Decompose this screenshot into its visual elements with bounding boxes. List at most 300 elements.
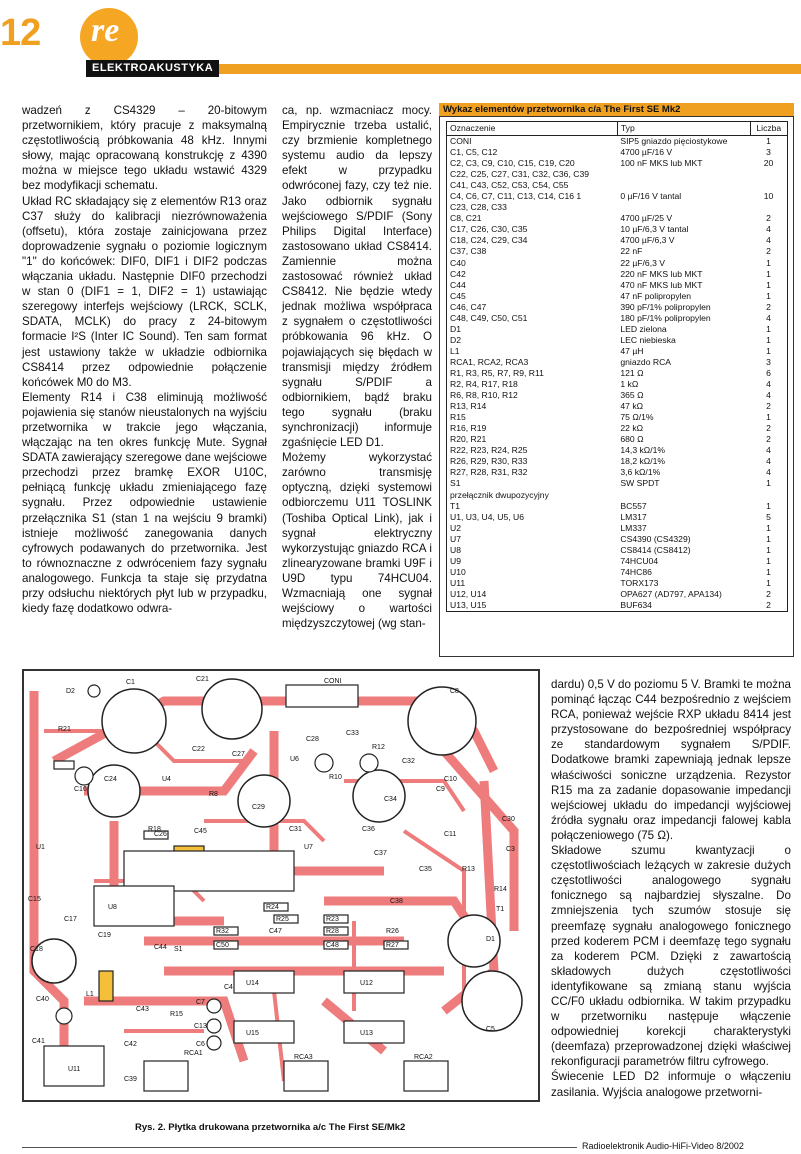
table-cell: U10 (450, 566, 466, 577)
pcb-trace (34, 691, 64, 1061)
pcb-label: C17 (64, 916, 77, 923)
table-row (447, 302, 788, 313)
table-cell: TORX173 (620, 577, 659, 588)
pcb-label: R13 (462, 866, 475, 873)
table-cell: 4700 µF/6,3 V (620, 235, 675, 246)
paragraph: Możemy wykorzystać zarówno transmisję optyczną, dzięki systemowi odbiorczemu U11 TOSLINK (Toshiba Optical Link), jak i sygnał elektryczny wykorzystując gniazdo RCA i zlinearyzowane bramki U9F i U9D typu 74HCU04. Wzmacniają one sygnał wejściowy o wartości międzyszczytowej (wg stan- (282, 451, 432, 631)
table-cell: BC557 (620, 500, 647, 511)
pcb-label: C35 (419, 866, 432, 873)
pcb-label: L1 (86, 991, 94, 998)
table-row (447, 556, 788, 567)
switch-s1 (99, 971, 113, 1001)
table-cell: C22, C25, C27, C31, C32, C36, C39 (450, 169, 590, 180)
logo-text: re (91, 12, 120, 49)
table-cell: 3,6 kΩ/1% (620, 467, 661, 478)
table-row (447, 313, 788, 324)
table-cell: D2 (450, 334, 461, 345)
resistor (54, 761, 74, 769)
table-row (447, 136, 788, 148)
footer-rule (22, 1147, 577, 1148)
table-cell: R15 (450, 412, 466, 423)
table-row (447, 346, 788, 357)
pcb-label: C41 (32, 1038, 45, 1045)
table-row (447, 456, 788, 467)
table-row (447, 534, 788, 545)
table-cell: 47 kΩ (620, 401, 644, 412)
chip-u8 (94, 886, 174, 926)
pcb-label: C39 (124, 1076, 137, 1083)
table-row (447, 258, 788, 269)
table-cell: SW SPDT (620, 478, 660, 489)
capacitor-c34 (353, 770, 405, 822)
table-cell: C17, C26, C30, C35 (450, 224, 528, 235)
parts-table-title: Wykaz elementów przetwornika c/a The First SE Mk2 (439, 103, 794, 116)
pcb-label: C43 (136, 1006, 149, 1013)
chip-u13 (344, 1021, 404, 1043)
table-cell: 180 pF/1% polipropylen (620, 312, 711, 323)
pcb-label: D2 (66, 688, 75, 695)
pcb-label: U6 (290, 756, 299, 763)
table-row (447, 280, 788, 291)
capacitor-c24 (88, 765, 140, 817)
table-cell: R2, R4, R17, R18 (450, 379, 518, 390)
table-row (447, 567, 788, 578)
table-row (447, 578, 788, 589)
table-cell (617, 180, 750, 191)
table-cell: SIP5 gniazdo pięciostykowe (620, 136, 728, 146)
pcb-label: R24 (266, 904, 279, 911)
table-cell: 22 µF/6,3 V (620, 257, 665, 268)
pcb-label: CONI (324, 678, 342, 685)
table-row (447, 478, 788, 489)
paragraph: ca, np. wzmacniacz mocy. Empirycznie trzeba ustalić, czy brzmienie kompletnego systemu audio da lepszy efekt w przypadku odwróconej fazy, czy też nie. Jako odbiornik sygnału wejściowego S/PDIF (Sony Philips Digital Interface) zastosowano układ CS8414. Zamiennie można zastosować również układ CS8412. Nie będzie wtedy jednak możliwa współpraca z sygnałem o częstotliwości próbkowania 96 kHz. O pojawiających się błędach w transmisji między źródłem sygnału S/PDIF a odbiornikiem, bądź braku tego sygnału (braku synchronizacji) informuje zgaśnięcie LED D1. (282, 104, 432, 450)
pcb-label: R26 (386, 928, 399, 935)
pcb-label: S1 (174, 946, 183, 953)
table-cell: C40 (450, 257, 466, 268)
table-cell (750, 169, 787, 180)
connector-coni (286, 685, 358, 707)
table-cell (617, 169, 750, 180)
figure-caption: Rys. 2. Płytka drukowana przetwornika a/c The First SE/Mk2 (135, 1122, 406, 1133)
pcb-label: C45 (194, 828, 207, 835)
table-cell: 6 (766, 367, 771, 378)
table-cell: gniazdo RCA (620, 356, 672, 367)
pcb-label: RCA3 (294, 1054, 313, 1061)
paragraph: Składowe szumu kwantyzacji o częstotliwościach leżących w zakresie dużych częstotliwości analogowego sygnału fonicznego są najbardziej słyszalne. Do zmniejszenia tych szumów stosuje się preemfazę sygnału analogowego fonicznego przed koderem PCM i deemfazę tego sygnału za koderem PCM. Dzięki z zawartością składowych dużych częstotliwości identyfikowane są zmianą stanu wyjścia CC/F0 układu odbiornika. W takim przypadku w przetworniku następuje włączenie odpowiedniej korekcji charakterystyki (deemfaza) przeprowadzonej dzięki właściwej rekonfiguracji parametrów filtru cyfrowego. (551, 844, 791, 1069)
column-header: Liczba (750, 122, 787, 136)
table-cell: przełącznik dwupozycyjny (450, 489, 549, 500)
table-cell: 2 (766, 588, 771, 599)
pcb-label: C5 (486, 1026, 495, 1033)
paragraph: wadzeń z CS4329 – 20-bitowym przetwornikiem, który pracuje z maksymalną częstotliwością próbkowania 48 kHz. Innymi słowy, mając opracowaną konstrukcję z 4390 można w miejsce tego układu wstawić 4329 bez modyfikacji schematu. (22, 104, 267, 193)
table-cell: LM317 (620, 511, 647, 522)
jack-rca2 (404, 1061, 448, 1091)
table-cell: 1 (766, 345, 771, 356)
table-row (447, 147, 788, 158)
table-cell: 10 µF/6,3 V tantal (620, 224, 689, 235)
capacitor-c40 (56, 1008, 72, 1024)
table-cell: U2 (450, 522, 461, 533)
table-cell: U1, U3, U4, U5, U6 (450, 511, 525, 522)
footer-text: Radioelektronik Audio-HiFi-Video 8/2002 (582, 1141, 744, 1151)
table-cell: CS8414 (CS8412) (620, 544, 691, 555)
table-cell: 1 (766, 500, 771, 511)
table-cell: 1 (766, 577, 771, 588)
parts-table-body (447, 136, 788, 612)
table-row (447, 401, 788, 412)
table-cell: RCA1, RCA2, RCA3 (450, 356, 529, 367)
table-cell: D1 (450, 323, 461, 334)
table-cell: 75 Ω/1% (620, 412, 654, 423)
section-label: ELEKTROAKUSTYKA (86, 60, 219, 77)
table-cell: 14,3 kΩ/1% (620, 445, 666, 456)
pcb-label: C24 (104, 776, 117, 783)
chip-u14 (234, 971, 294, 993)
table-cell: 1 (766, 478, 771, 489)
table-cell: C8, C21 (450, 213, 482, 224)
pcb-label: C42 (124, 1041, 137, 1048)
column-header: Typ (617, 122, 750, 136)
table-cell: 20 (763, 158, 774, 169)
table-cell: 10 (763, 191, 774, 202)
table-cell: 5 (766, 511, 771, 522)
table-cell: 4 (766, 467, 771, 478)
pcb-label: C27 (232, 751, 245, 758)
table-row (447, 269, 788, 280)
table-cell: LM337 (620, 522, 647, 533)
table-row (447, 180, 788, 191)
capacitor-c16 (75, 767, 93, 785)
table-row (447, 158, 788, 169)
table-row (447, 434, 788, 445)
capacitor (360, 754, 378, 772)
pcb-label: C40 (36, 996, 49, 1003)
table-cell: 4 (766, 235, 771, 246)
capacitor (207, 1019, 221, 1033)
table-cell: C18, C24, C29, C34 (450, 235, 528, 246)
pcb-label: C31 (289, 826, 302, 833)
table-row (447, 412, 788, 423)
table-cell: 1 (766, 290, 771, 301)
pcb-label: C28 (306, 736, 319, 743)
pcb-label: C30 (502, 816, 515, 823)
pcb-label: U15 (246, 1030, 259, 1037)
table-cell: 1 (766, 323, 771, 334)
table-cell: U13, U15 (450, 599, 487, 610)
pcb-label: C11 (444, 831, 457, 838)
table-cell: 74HCU04 (620, 555, 659, 566)
pcb-label: C4 (224, 984, 233, 991)
table-cell: 2 (766, 423, 771, 434)
pcb-label: U14 (246, 980, 259, 987)
table-cell: 121 Ω (620, 367, 644, 378)
table-cell: T1 (450, 500, 461, 511)
table-cell: 22 nF (620, 246, 643, 257)
table-cell: 47 nF polipropylen (620, 290, 692, 301)
table-cell: 3 (766, 147, 771, 158)
pcb-label: U12 (360, 980, 373, 987)
table-cell (750, 490, 787, 501)
pcb-label: C29 (252, 804, 265, 811)
pcb-label: R10 (329, 774, 342, 781)
table-cell: U12, U14 (450, 588, 487, 599)
table-cell: R13, R14 (450, 401, 487, 412)
pcb-label: U8 (108, 904, 117, 911)
table-row (447, 357, 788, 368)
pcb-label: C48 (326, 942, 339, 949)
table-cell: BUF634 (620, 599, 652, 610)
paragraph: Elementy R14 i C38 eliminują możliwość pojawienia się stanów nieustalonych na wyjściu przetwornika w trakcie jego włączania, włączając na ten okres funkcję Mute. Sygnał SDATA zawierający szeregowe dane wejściowe przechodzi przez bramkę EXOR U10C, pełniącą funkcję układu zmieniającego fazę sygnału. Przez odpowiednie ustawienie przełącznika S1 (stan 1 na wejściu 9 bramki) istnieje możliwość zanegowania danych cyfrowych podawanych do przetwornika. Jest to równoznaczne z odwróceniem fazy sygnału analogowego. Funkcja ta staje się przydatna przy odsłuchu niektórych płyt lub w przypadku, kiedy fazę dodatkowo odwra- (22, 390, 267, 616)
table-cell (750, 202, 787, 213)
table-row (447, 202, 788, 213)
paragraph: dardu) 0,5 V do poziomu 5 V. Bramki te można pominąć łącząc C44 bezpośrednio z wejściem RCA, ponieważ wejście RXP układu 8414 jest przystosowane do bezpośredniej współpracy ze standardowym sygnałem S/PDIF. Dodatkowe bramki zapewniają jednak lepsze właściwości soniczne urządzenia. Rezystor R15 ma za zadanie dopasowanie impedancji wejściowej układu do impedancji wyjściowej źródła sygnału oraz impedancji falowej kabla połączeniowego (75 Ω). (551, 678, 791, 842)
table-cell: 2 (766, 401, 771, 412)
table-cell: 47 µH (620, 345, 644, 356)
pcb-label: U7 (304, 844, 313, 851)
pcb-label: R18 (148, 826, 161, 833)
table-cell: C45 (450, 290, 466, 301)
page-number: 12 (0, 12, 41, 54)
table-cell: L1 (450, 345, 460, 356)
table-cell: C23, C28, C33 (450, 202, 507, 213)
column-header: Oznaczenie (447, 122, 618, 136)
capacitor-c8 (408, 687, 476, 755)
table-cell: 4 (766, 379, 771, 390)
pcb-label: C47 (269, 928, 282, 935)
table-cell: R6, R8, R10, R12 (450, 390, 518, 401)
table-row (447, 423, 788, 434)
pcb-label: C7 (196, 999, 205, 1006)
table-row (447, 324, 788, 335)
table-cell: 2 (766, 246, 771, 257)
table-cell: R1, R3, R5, R7, R9, R11 (450, 367, 544, 378)
table-cell: C42 (450, 268, 466, 279)
table-cell: C41, C43, C52, C53, C54, C55 (450, 180, 569, 191)
pcb-label: C1 (126, 679, 135, 686)
table-cell: 4 (766, 456, 771, 467)
table-cell: 1 (766, 268, 771, 279)
pcb-label: R14 (494, 886, 507, 893)
table-cell: OPA627 (AD797, APA134) (620, 588, 722, 599)
table-cell: C46, C47 (450, 301, 487, 312)
chip-u15 (234, 1021, 294, 1043)
pcb-label: T1 (496, 906, 505, 913)
table-cell: 1 (766, 533, 771, 544)
table-cell: CONI (450, 136, 472, 146)
pcb-label: R32 (216, 928, 229, 935)
table-row (447, 291, 788, 302)
table-cell: 22 kΩ (620, 423, 644, 434)
pcb-label: C22 (192, 746, 205, 753)
pcb-label: C33 (346, 730, 359, 737)
table-cell: C48, C49, C50, C51 (450, 312, 528, 323)
table-cell: 3 (766, 356, 771, 367)
table-cell (617, 490, 750, 501)
pcb-label: C26 (154, 831, 167, 838)
table-cell: R16, R19 (450, 423, 487, 434)
table-cell: LED zielona (620, 323, 667, 334)
table-cell: 100 nF MKS lub MKT (620, 158, 703, 169)
pcb-label: R27 (386, 942, 399, 949)
table-cell: 18,2 kΩ/1% (620, 456, 666, 467)
table-cell: 1 (766, 412, 771, 423)
paragraph: Świecenie LED D2 informuje o włączeniu zasilania. Wyjścia analogowe przetworni- (551, 1070, 791, 1099)
pcb-label: C8 (450, 688, 459, 695)
capacitor (315, 754, 333, 772)
table-cell: 2 (766, 301, 771, 312)
paragraph: Układ RC składający się z elementów R13 oraz C37 służy do kalibracji niezrównoważenia (offsetu), która zostaje zainicjowana przez doprowadzenie sygnału o poziomie logicznym "1" do końcówek: DIF0, DIF1 i DIF2 podczas włączania układu. Następnie DIF0 przechodzi w stan 0 (DIF1 = 1, DIF2 = 1) ustawiając szeregowy interfejs wejściowy (LRCK, SCLK, SDATA, MCLK) do pracy z 24-bitowym formacie I²S (Inter IC Sound). Ten sam format jest ustawiony także w układzie odbiornika CS8414 przez odpowiednie połączenie końcówek M0 do M3. (22, 194, 267, 389)
pcb-label: U13 (360, 1030, 373, 1037)
pcb-label: C13 (194, 1023, 207, 1030)
pcb-label: R23 (326, 916, 339, 923)
table-row (447, 600, 788, 612)
pcb-label: C21 (196, 676, 209, 683)
pcb-label: C3 (506, 846, 515, 853)
pcb-label: R12 (372, 744, 385, 751)
capacitor-c1 (102, 689, 166, 753)
table-cell: U8 (450, 544, 461, 555)
table-cell: 365 Ω (620, 390, 644, 401)
table-cell: 470 nF MKS lub MKT (620, 279, 703, 290)
capacitor-c5 (462, 971, 522, 1031)
pcb-label: C16 (74, 786, 87, 793)
table-cell: 1 (766, 566, 771, 577)
pcb-label: D1 (486, 936, 495, 943)
pcb-label: R21 (58, 726, 71, 733)
table-row (447, 445, 788, 456)
table-cell: R22, R23, R24, R25 (450, 445, 528, 456)
pcb-label: C50 (216, 942, 229, 949)
table-cell: C4, C6, C7, C11, C13, C14, C16 1 (450, 191, 582, 202)
jack-rca3 (284, 1061, 328, 1091)
table-cell: 74HC86 (620, 566, 652, 577)
pcb-label: U1 (36, 844, 45, 851)
pcb-label: C15 (28, 896, 41, 903)
table-cell (617, 202, 750, 213)
table-cell: 4700 µF/25 V (620, 213, 673, 224)
table-row (447, 467, 788, 478)
table-cell: 1 (766, 544, 771, 555)
parts-table (446, 121, 788, 612)
pcb-label: RCA2 (414, 1054, 433, 1061)
pcb-label: C36 (362, 826, 375, 833)
pcb-label: C38 (390, 898, 403, 905)
table-row (447, 379, 788, 390)
table-row (447, 235, 788, 246)
table-cell: 1 (766, 257, 771, 268)
table-row (447, 501, 788, 512)
table-cell: 1 (766, 279, 771, 290)
table-cell: R27, R28, R31, R32 (450, 467, 528, 478)
table-cell: 1 (766, 522, 771, 533)
pcb-label: U11 (68, 1066, 81, 1073)
table-header-row (447, 122, 788, 136)
pcb-label: R15 (170, 1011, 183, 1018)
table-row (447, 213, 788, 224)
pcb-drawing (24, 671, 538, 1100)
table-row (447, 589, 788, 600)
table-cell: S1 (450, 478, 461, 489)
table-row (447, 512, 788, 523)
pcb-label: C19 (98, 932, 111, 939)
table-cell: R20, R21 (450, 434, 487, 445)
pcb-label: C18 (30, 946, 43, 953)
pcb-label: R28 (326, 928, 339, 935)
text-column-1 (22, 103, 267, 616)
table-cell: C44 (450, 279, 466, 290)
led-d2 (88, 685, 100, 697)
table-row (447, 545, 788, 556)
capacitor-c29 (238, 775, 290, 827)
table-row (447, 490, 788, 501)
table-cell: 1 kΩ (620, 379, 639, 390)
table-cell: C2, C3, C9, C10, C15, C19, C20 (450, 158, 575, 169)
table-row (447, 224, 788, 235)
table-row (447, 191, 788, 202)
chip-u12 (344, 971, 404, 993)
pcb-label: R25 (276, 916, 289, 923)
table-cell: 4 (766, 312, 771, 323)
table-cell: C1, C5, C12 (450, 147, 498, 158)
capacitor-c21 (202, 679, 262, 739)
table-cell: 2 (766, 599, 771, 610)
text-column-2 (282, 103, 432, 631)
table-cell (750, 180, 787, 191)
pcb-label: C37 (374, 850, 387, 857)
table-cell: U11 (450, 577, 466, 588)
jack-rca1 (144, 1061, 188, 1091)
capacitor (207, 1036, 221, 1050)
table-cell: 220 nF MKS lub MKT (620, 268, 703, 279)
table-cell: 1 (766, 334, 771, 345)
pcb-label: C9 (436, 786, 445, 793)
table-cell: 4 (766, 390, 771, 401)
table-cell: 1 (766, 555, 771, 566)
pcb-label: R8 (209, 791, 218, 798)
table-row (447, 246, 788, 257)
table-cell: 680 Ω (620, 434, 644, 445)
table-cell: R26, R29, R30, R33 (450, 456, 528, 467)
table-cell: 2 (766, 434, 771, 445)
text-column-3 (551, 677, 791, 1100)
pcb-label: C10 (444, 776, 457, 783)
capacitor (207, 999, 221, 1013)
pcb-label: C32 (402, 758, 415, 765)
table-cell: 1 (766, 136, 771, 146)
pcb-label: RCA1 (184, 1050, 203, 1057)
table-cell: 2 (766, 213, 771, 224)
table-row (447, 523, 788, 534)
table-cell: 4 (766, 445, 771, 456)
pcb-label: U4 (162, 776, 171, 783)
chip-u7 (124, 851, 294, 891)
table-cell: C37, C38 (450, 246, 487, 257)
pcb-figure (22, 669, 540, 1102)
table-cell: 0 µF/16 V tantal (620, 191, 682, 202)
table-row (447, 169, 788, 180)
table-cell: 4 (766, 224, 771, 235)
table-row (447, 335, 788, 346)
table-row (447, 390, 788, 401)
table-cell: LEC niebieska (620, 334, 676, 345)
table-cell: 390 pF/1% polipropylen (620, 301, 711, 312)
table-cell: U9 (450, 555, 461, 566)
table-cell: U7 (450, 533, 461, 544)
table-cell: 4700 µF/16 V (620, 147, 673, 158)
pcb-label: C44 (154, 944, 167, 951)
pcb-label: C6 (196, 1041, 205, 1048)
pcb-label: C34 (384, 796, 397, 803)
